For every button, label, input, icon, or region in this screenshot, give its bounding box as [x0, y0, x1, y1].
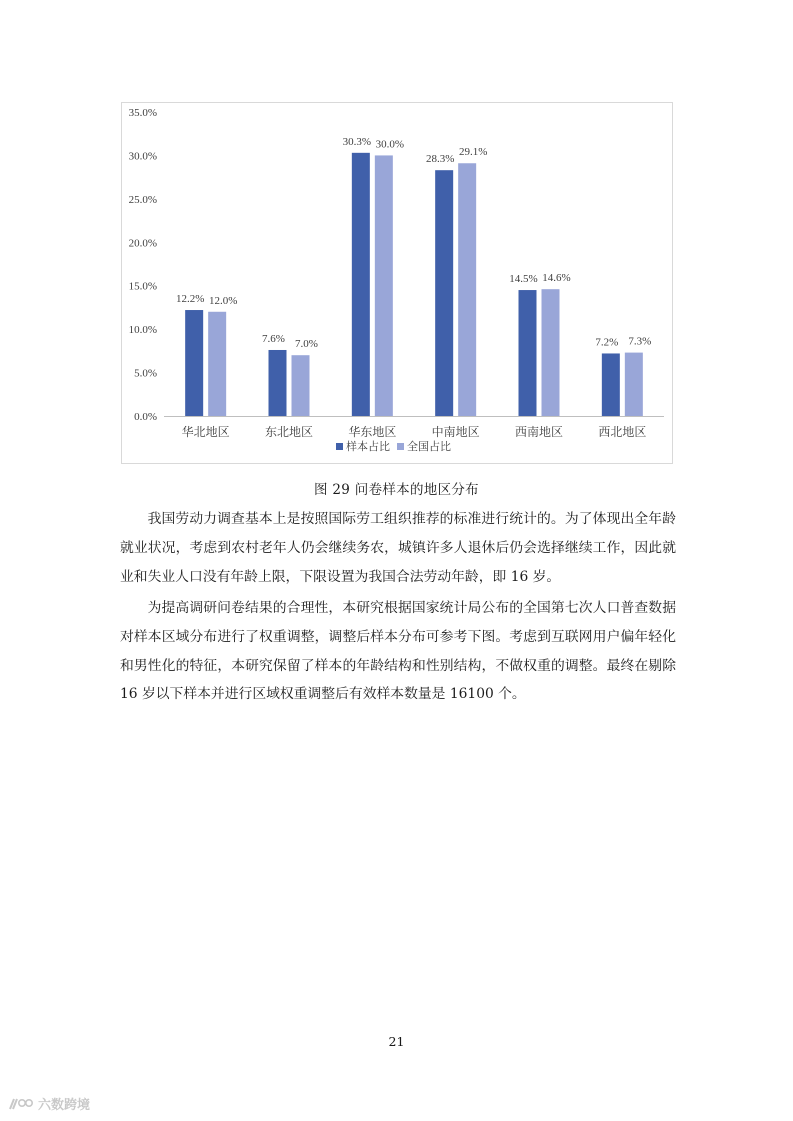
data-label: 30.0%: [375, 138, 405, 151]
data-label: 12.2%: [175, 293, 205, 306]
y-tick-label: 5.0%: [134, 367, 157, 380]
data-label: 7.6%: [262, 332, 285, 345]
x-tick-label: 东北地区: [264, 425, 314, 439]
body-paragraph-1: 我国劳动力调查基本上是按照国际劳工组织推荐的标准进行统计的。为了体现出全年龄就业状况，考虑到农村老年人仍会继续务农，城镇许多人退休后仍会选择继续工作，因此就业和失业人口没有年龄上限，下限设置为我国合法劳动年龄，即 16 岁。: [120, 511, 676, 585]
watermark: [8, 1094, 90, 1113]
bar-national-share: [625, 353, 643, 416]
legend-swatch: [397, 443, 404, 450]
y-tick-label: 0.0%: [134, 411, 157, 423]
legend-label: 样本占比: [346, 441, 390, 453]
body-paragraph-2: 为提高调研问卷结果的合理性，本研究根据国家统计局公布的全国第七次人口普查数据对样本区域分布进行了权重调整，调整后样本分布可参考下图。考虑到互联网用户偏年轻化和男性化的特征，本研究保留了样本的年龄结构和性别结构，不做权重的调整。最终在剔除 16 岁以下样本并进行区域权重调整后有效样本数量是 16100 个。: [120, 600, 676, 703]
data-label: 7.0%: [295, 338, 318, 351]
y-tick-label: 25.0%: [128, 193, 157, 206]
y-tick-label: 35.0%: [128, 107, 157, 119]
bar-national-share: [542, 289, 560, 416]
x-tick-label: 西北地区: [598, 425, 647, 439]
data-label: 12.0%: [208, 294, 238, 307]
bar-national-share: [208, 312, 226, 416]
watermark-logo-icon: [8, 1095, 34, 1113]
x-tick-label: 中南地区: [431, 425, 480, 439]
chart-canvas: [122, 103, 674, 465]
bar-national-share: [458, 163, 476, 416]
x-tick-label: 华北地区: [181, 425, 230, 439]
bar-sample-share: [435, 170, 453, 416]
bar-national-share: [292, 355, 310, 416]
data-label: 29.1%: [458, 146, 488, 159]
x-tick-label: 华东地区: [348, 425, 397, 439]
data-label: 30.3%: [342, 135, 372, 148]
y-tick-label: 30.0%: [128, 150, 157, 163]
bar-sample-share: [185, 310, 203, 416]
bar-sample-share: [269, 350, 287, 416]
x-tick-label: 西南地区: [514, 425, 564, 439]
bar-sample-share: [519, 290, 537, 416]
data-label: 14.6%: [542, 272, 571, 285]
bar-national-share: [375, 155, 393, 416]
y-tick-label: 20.0%: [128, 237, 157, 250]
page-number: 21: [388, 1034, 405, 1049]
bar-sample-share: [352, 153, 370, 416]
data-label: 14.5%: [509, 273, 538, 286]
legend-swatch: [336, 443, 343, 450]
figure-caption: 图 29 问卷样本的地区分布: [314, 482, 479, 498]
legend-label: 全国占比: [407, 441, 451, 453]
bar-sample-share: [602, 353, 620, 416]
y-tick-label: 15.0%: [128, 280, 157, 293]
data-label: 28.3%: [425, 153, 455, 166]
region-distribution-chart: [121, 102, 673, 464]
y-tick-label: 10.0%: [128, 324, 157, 337]
data-label: 7.2%: [595, 336, 619, 349]
data-label: 7.3%: [628, 335, 652, 348]
watermark-text: 六数跨境: [38, 1098, 91, 1113]
